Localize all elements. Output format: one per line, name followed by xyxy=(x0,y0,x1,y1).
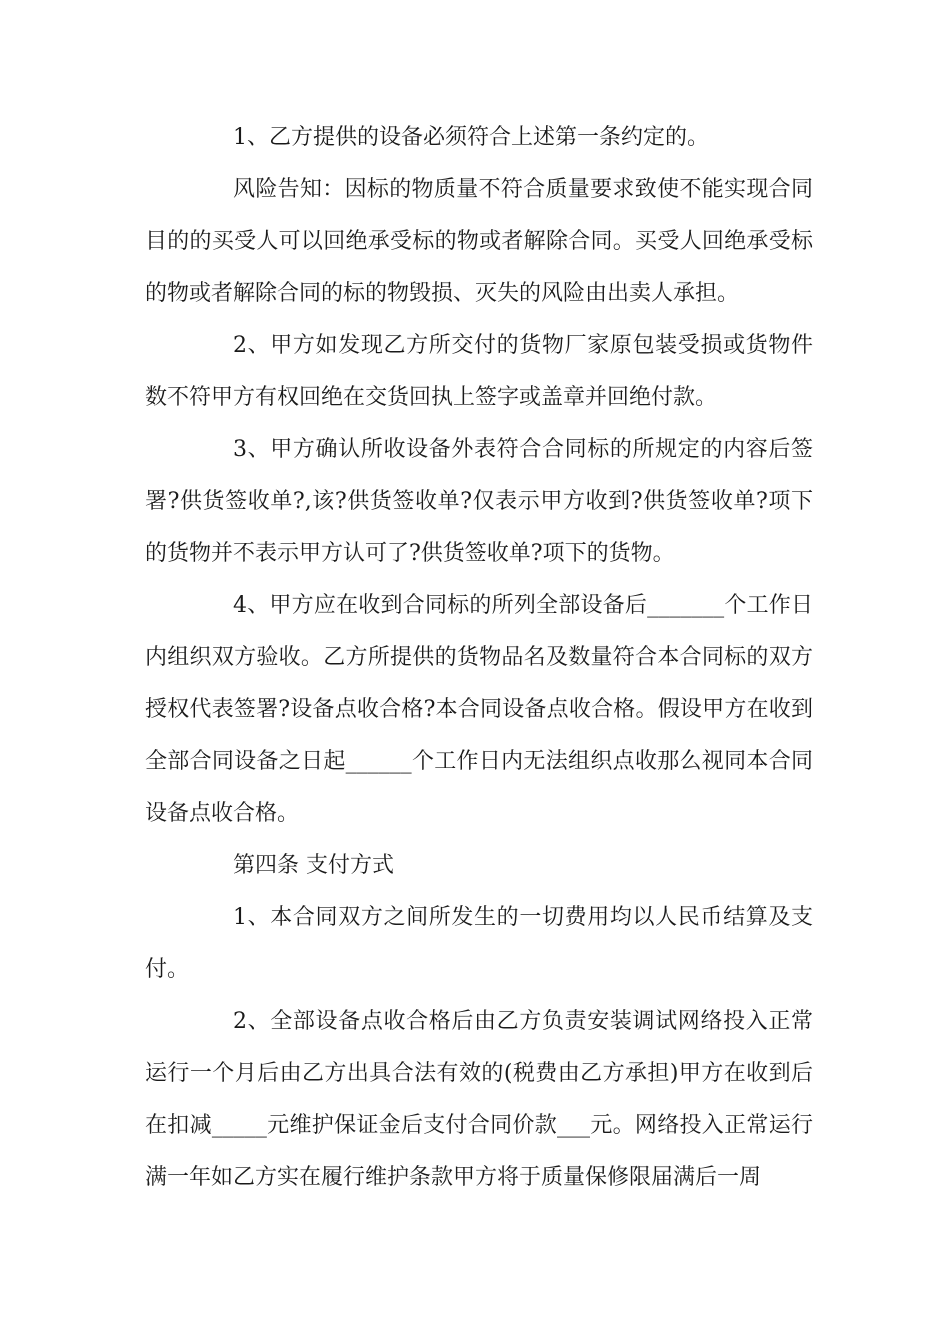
paragraph-item-4-acceptance: 4、甲方应在收到合同标的所列全部设备后_______个工作日内组织双方验收。乙方所提供的货物品名及数量符合本合同标的双方授权代表签署?设备点收合格?本合同设备点收合格。假设甲方在收到全部合同设备之日起______个工作日内无法组织点收那么视同本合同设备点收合格。 xyxy=(145,593,813,826)
paragraph-payment-item-1: 1、本合同双方之间所发生的一切费用均以人民币结算及支付。 xyxy=(145,905,813,982)
paragraph-risk-notice: 风险告知：因标的物质量不符合质量要求致使不能实现合同目的的买受人可以回绝承受标的物或者解除合同。买受人回绝承受标的物或者解除合同的标的物毁损、灭失的风险由出卖人承担。 xyxy=(145,177,813,306)
paragraph-payment-item-2: 2、全部设备点收合格后由乙方负责安装调试网络投入正常运行一个月后由乙方出具合法有效的(税费由乙方承担)甲方在收到后在扣减_____元维护保证金后支付合同价款___元。网络投入正常运行满一年如乙方实在履行维护条款甲方将于质量保修限届满后一周 xyxy=(145,1009,813,1190)
section-heading-payment: 第四条 支付方式 xyxy=(233,853,394,878)
paragraph-item-1-equipment-compliance: 1、乙方提供的设备必须符合上述第一条约定的。 xyxy=(233,125,709,150)
paragraph-item-3-receipt-confirmation: 3、甲方确认所收设备外表符合合同标的所规定的内容后签署?供货签收单?,该?供货签收单?仅表示甲方收到?供货签收单?项下的货物并不表示甲方认可了?供货签收单?项下的货物。 xyxy=(145,437,813,566)
document-body xyxy=(145,112,813,1204)
paragraph-item-2-delivery-check: 2、甲方如发现乙方所交付的货物厂家原包装受损或货物件数不符甲方有权回绝在交货回执上签字或盖章并回绝付款。 xyxy=(145,333,813,410)
